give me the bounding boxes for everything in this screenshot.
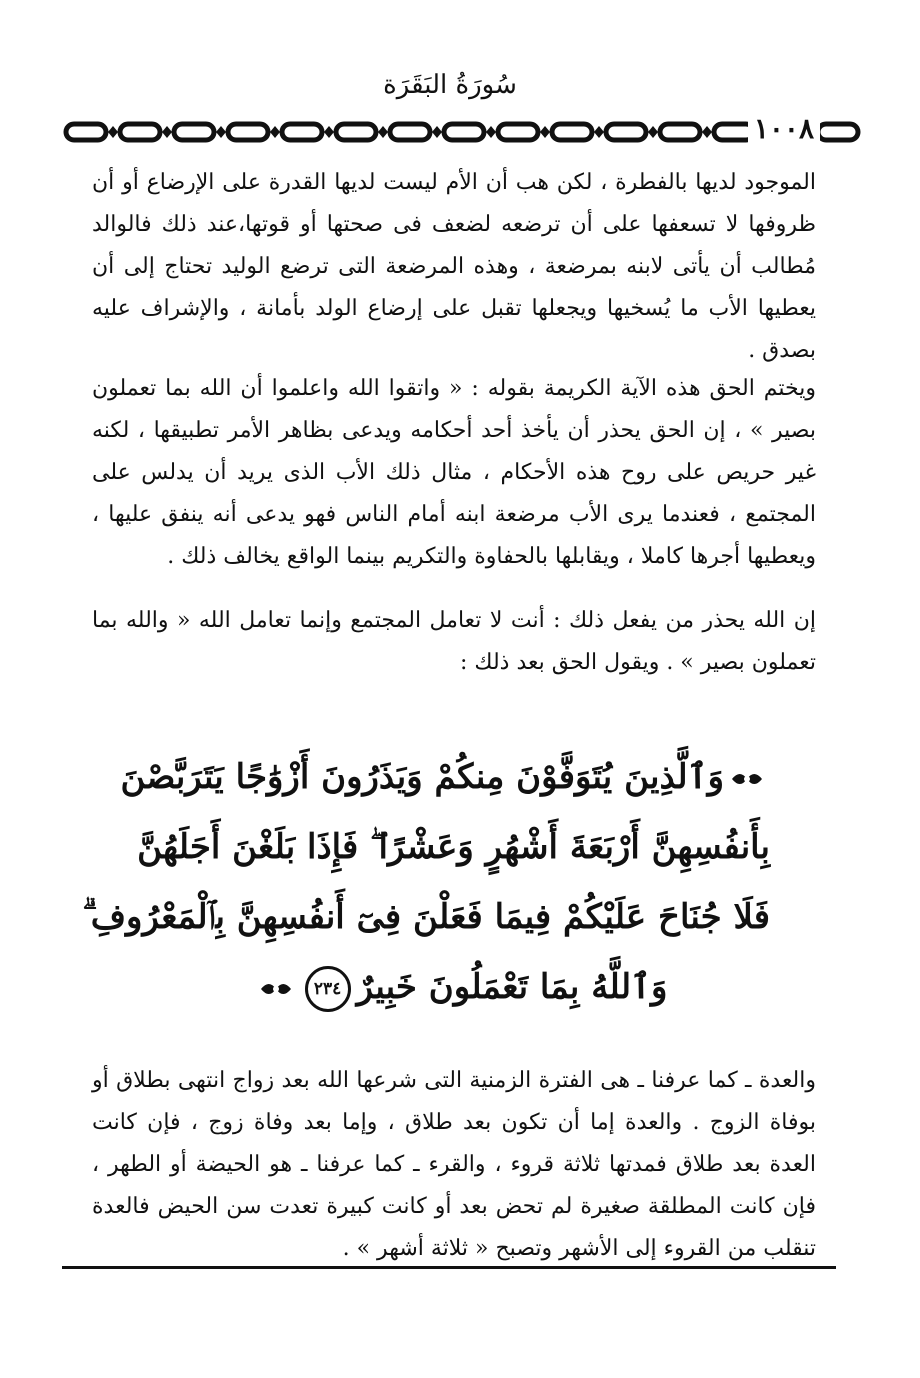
page-number: ١٠٠٨ <box>748 112 820 145</box>
paragraph-1: الموجود لديها بالفطرة ، لكن هب أن الأم ليست لديها القدرة على الإرضاع أو أن ظروفها لا تسعفها على أن ترضعه لضعف فى صحتها أو قوتها،عند ذلك فالوالد مُطالب أن يأتى لابنه بمرضعة ، وهذه المرضعة التى ترضع الوليد تحتاج إلى أن يعطيها الأب ما يُسخيها ويجعلها تقبل على إرضاع الولد بأمانة ، والإشراف عليه بصدق . <box>92 170 816 363</box>
verse-number-marker: ٢٣٤ <box>305 966 351 1012</box>
quran-line-2: بِأَنفُسِهِنَّ أَرْبَعَةَ أَشْهُرٍ وَعَشْرًا ۖ فَإِذَا بَلَغْنَ أَجَلَهُنَّ <box>137 827 770 867</box>
quran-line-1 <box>120 742 770 812</box>
quran-verse-block <box>82 742 770 1022</box>
paragraph-3: إن الله يحذر من يفعل ذلك : أنت لا تعامل المجتمع وإنما تعامل الله « والله بما تعملون بصير » . ويقول الحق بعد ذلك : <box>92 608 816 675</box>
surah-title: سُورَةُ البَقَرَة <box>383 70 517 100</box>
header-ornament-band <box>62 118 862 146</box>
quran-line-4 <box>150 952 770 1022</box>
paragraph-2: ويختم الحق هذه الآية الكريمة بقوله : « واتقوا الله واعلموا أن الله بما تعملون بصير » ، إن الحق يحذر أن يأخذ أحد أحكامه ويدعى بظاهر الأمر تطبيقها ، لكنه غير حريص على روح هذه الأحكام ، مثال ذلك الأب الذى يريد أن يدلس على المجتمع ، فعندما يرى الأب مرضعة ابنه أمام الناس فهو يدعى أنه ينفق عليها ، ويعطيها أجرها كاملا ، ويقابلها بالحفاوة والتكريم بينما الواقع يخالف ذلك . <box>92 376 816 569</box>
verse-end-ornament-icon <box>259 977 293 1001</box>
quran-line-4-text: وَٱللَّهُ بِمَا تَعْمَلُونَ خَبِيرٌ <box>356 967 668 1007</box>
quran-line-1-text: وَٱلَّذِينَ يُتَوَفَّوْنَ مِنكُمْ وَيَذَرُونَ أَزْوَٰجًا يَتَرَبَّصْنَ <box>120 757 724 797</box>
quran-line-3: فَلَا جُنَاحَ عَلَيْكُمْ فِيمَا فَعَلْنَ فِىٓ أَنفُسِهِنَّ بِٱلْمَعْرُوفِ ۗ <box>82 897 770 937</box>
paragraph-4: والعدة ـ كما عرفنا ـ هى الفترة الزمنية التى شرعها الله بعد زواج انتهى بطلاق أو بوفاة الزوج . والعدة إما أن تكون بعد طلاق ، وإما بعد وفاة زوج ، فإن كانت العدة بعد طلاق فمدتها ثلاثة قروء ، والقرء ـ كما عرفنا ـ هو الحيضة أو الطهر ، فإن كانت المطلقة صغيرة لم تحض بعد أو كانت كبيرة تعدت سن الحيض فالعدة تنقلب من القروء إلى الأشهر وتصبح « ثلاثة أشهر » . <box>92 1068 816 1261</box>
verse-start-ornament-icon <box>730 767 764 791</box>
footer-rule <box>62 1266 836 1269</box>
